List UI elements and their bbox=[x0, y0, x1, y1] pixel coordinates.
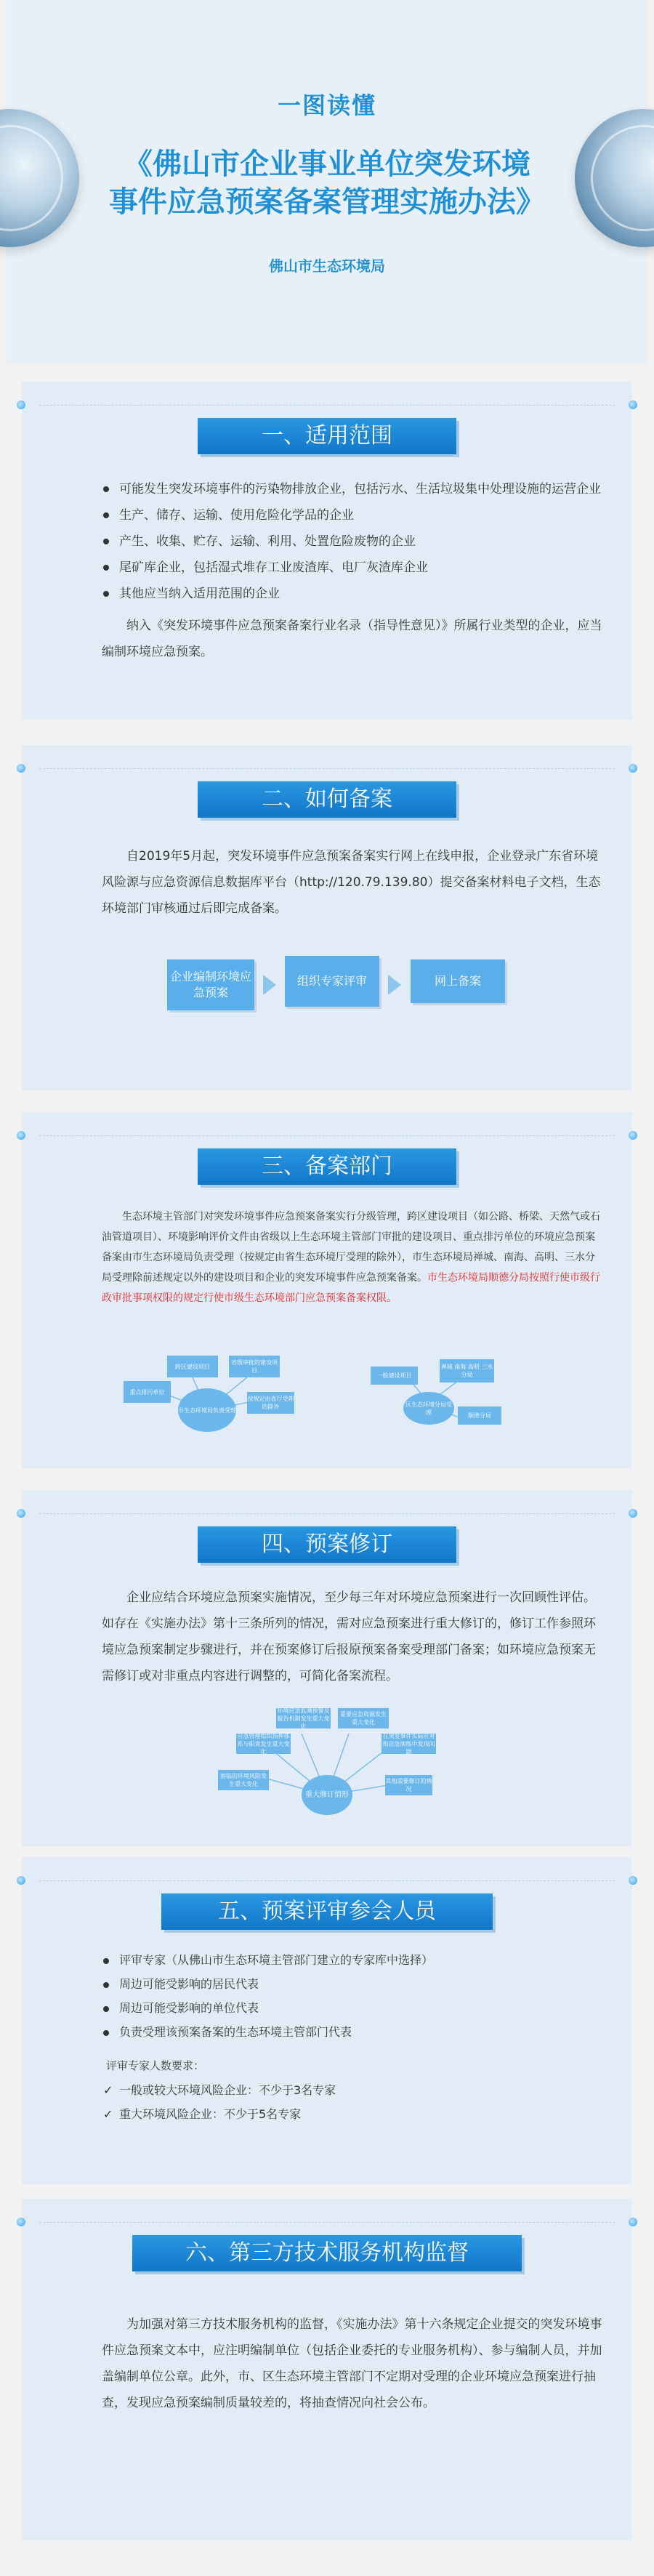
bullet-dot-decoration bbox=[629, 764, 637, 773]
section-heading: 一、适用范围 bbox=[198, 418, 456, 454]
list-item: 负责受理该预案备案的生态环境主管部门代表 bbox=[102, 2020, 603, 2044]
revision-node: 其他需要修订的情况 bbox=[385, 1775, 432, 1795]
section-how-to-file bbox=[22, 745, 632, 1090]
diagram-node: 跨区建设项目 bbox=[167, 1356, 218, 1377]
diagram-center: 市生态环境局负责受理 bbox=[178, 1388, 236, 1432]
section-heading: 四、预案修订 bbox=[198, 1526, 456, 1563]
revision-center: 重大修订情形 bbox=[302, 1775, 352, 1815]
hero-tagline: 一图读懂 bbox=[277, 92, 376, 119]
bullet-dot-decoration bbox=[629, 401, 637, 409]
hero-title-line1: 《佛山市企业事业单位突发环境 bbox=[124, 148, 530, 181]
list-item: 周边可能受影响的居民代表 bbox=[102, 1972, 603, 1996]
diagram-node: 省级审批的建设项目 bbox=[229, 1356, 280, 1377]
scope-paragraph: 纳入《突发环境事件应急预案备案行业名录（指导性意见）》所属行业类型的企业，应当编制环境应急预案。 bbox=[102, 619, 602, 659]
diagram-center: 区生态环境分局受理 bbox=[403, 1392, 454, 1425]
revision-paragraph: 企业应结合环境应急预案实施情况，至少每三年对环境应急预案进行一次回顾性评估。如存在《实施办法》第十三条所列的情况，需对应急预案进行重大修订的，修订工作参照环境应急预案制定步骤进行，并在预案修订后报原预案备案受理部门备案；如环境应急预案无需修订或对非重点内容进行调整的，可简化备案流程。 bbox=[102, 1590, 596, 1683]
hero-title-line2: 事件应急预案备案管理实施办法》 bbox=[109, 185, 545, 219]
list-item: ✓ 一般或较大环境风险企业：不少于3名专家 bbox=[102, 2078, 603, 2102]
scope-list bbox=[102, 476, 603, 607]
section-heading: 五、预案评审参会人员 bbox=[161, 1893, 493, 1930]
hero-org: 佛山市生态环境局 bbox=[269, 257, 385, 275]
section-plan-revision bbox=[22, 1490, 632, 1846]
arrow-right-icon bbox=[263, 975, 276, 995]
bullet-dot-decoration bbox=[17, 764, 25, 773]
list-item: 产生、收集、贮存、运输、利用、处置危险废物的企业 bbox=[102, 528, 603, 555]
dashed-divider bbox=[39, 1880, 615, 1881]
dashed-divider bbox=[39, 768, 615, 769]
bullet-dot-decoration bbox=[629, 2218, 637, 2226]
section-filing-department bbox=[22, 1112, 632, 1468]
flow-step-2: 组织专家评审 bbox=[285, 956, 379, 1007]
diagram-node: 顺德分局 bbox=[458, 1406, 501, 1425]
revision-node: 面临的环境风险发生重大变化 bbox=[218, 1770, 269, 1790]
filing-paragraph: 自2019年5月起，突发环境事件应急预案备案实行网上在线申报，企业登录广东省环境风险源与应急资源信息数据库平台（http://120.79.139.80）提交备案材料电子文档，生态环境部门审核通过后即完成备案。 bbox=[102, 849, 601, 916]
participants-list bbox=[102, 1948, 603, 2044]
arrow-right-icon bbox=[388, 975, 401, 995]
supervision-paragraph: 为加强对第三方技术服务机构的监督，《实施办法》第十六条规定企业提交的突发环境事件应急预案文本中，应注明编制单位（包括企业委托的专业服务机构）、参与编制人员，并加盖编制单位公章。此外，市、区生态环境主管部门不定期对受理的企业环境应急预案进行抽查，发现应急预案编制质量较差的，将抽查情况向社会公布。 bbox=[102, 2317, 602, 2410]
expert-count-list bbox=[102, 2078, 603, 2126]
list-item: 周边可能受影响的单位代表 bbox=[102, 1996, 603, 2020]
diagram-node: 按规定由省厅受理的除外 bbox=[247, 1392, 294, 1414]
diagram-node: 一般建设项目 bbox=[371, 1367, 418, 1385]
section-heading: 三、备案部门 bbox=[198, 1148, 456, 1185]
dashed-divider bbox=[39, 405, 615, 406]
bullet-dot-decoration bbox=[17, 401, 25, 409]
diagram-node: 重点排污单位 bbox=[124, 1381, 171, 1403]
revision-node: 在突发事件实际应对和应急演练中发现问题 bbox=[382, 1732, 435, 1755]
revision-node: 应急管理组织指挥体系与职责发生重大变化 bbox=[237, 1732, 290, 1755]
bullet-dot-decoration bbox=[17, 2218, 25, 2226]
flow-step-3: 网上备案 bbox=[411, 959, 505, 1003]
hero-banner bbox=[7, 0, 647, 363]
expert-count-title: 评审专家人数要求： bbox=[106, 2059, 205, 2072]
revision-node: 重要应急资源发生重大变化 bbox=[338, 1708, 389, 1728]
list-item: 生产、储存、运输、使用危险化学品的企业 bbox=[102, 502, 603, 528]
section-third-party-supervision bbox=[22, 2199, 632, 2540]
section-heading: 六、第三方技术服务机构监督 bbox=[132, 2235, 522, 2271]
list-item: 其他应当纳入适用范围的企业 bbox=[102, 581, 603, 607]
bullet-dot-decoration bbox=[17, 1876, 25, 1885]
section-scope bbox=[22, 382, 632, 720]
diagram-node: 禅城 南海 高明 三水分局 bbox=[440, 1359, 494, 1382]
list-item: ✓ 重大环境风险企业：不少于5名专家 bbox=[102, 2102, 603, 2126]
dashed-divider bbox=[39, 2222, 615, 2223]
list-item: 评审专家（从佛山市生态环境主管部门建立的专家库中选择） bbox=[102, 1948, 603, 1972]
hero-title bbox=[7, 145, 647, 221]
list-item: 尾矿库企业，包括湿式堆存工业废渣库、电厂灰渣库企业 bbox=[102, 555, 603, 581]
list-item: 可能发生突发环境事件的污染物排放企业，包括污水、生活垃圾集中处理设施的运营企业 bbox=[102, 476, 603, 502]
flow-step-1: 企业编制环境应急预案 bbox=[167, 959, 254, 1010]
diagram-connectors bbox=[22, 1112, 632, 1468]
department-text: 生态环境主管部门对突发环境事件应急预案备案实行分级管理，跨区建设项目（如公路、桥梁、天然气或石油管道项目）、环境影响评价文件由省级以上生态环境主管部门审批的建设项目、重点排污单位的环境应急预案备案由市生态环境局负责受理（按规定由省生态环境厅受理的除外），市生态环境局禅城、南海、高明、三水分局受理除前述规定以外的建设项目和企业的突发环境事件应急预案备案。 bbox=[102, 1211, 600, 1284]
revision-node: 环境应急监测预警及报告机制发生重大变化 bbox=[277, 1707, 330, 1730]
section-review-participants bbox=[22, 1857, 632, 2184]
department-text-highlight: 市生态环境局顺德分局按照行使市级行政审批事项权限的规定行使市级生态环境部门应急预案备案权限。 bbox=[102, 1272, 600, 1304]
section-heading: 二、如何备案 bbox=[198, 781, 456, 818]
bullet-dot-decoration bbox=[629, 1876, 637, 1885]
